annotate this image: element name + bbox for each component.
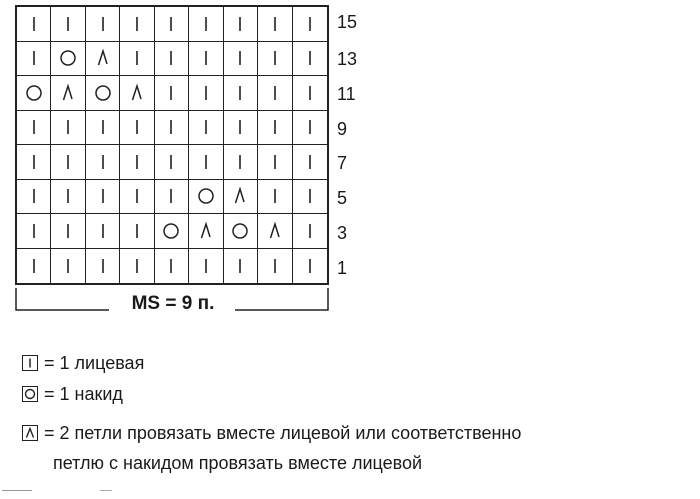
chart-cell bbox=[86, 214, 120, 249]
chart-cell bbox=[17, 42, 51, 77]
knit-stitch-icon bbox=[231, 84, 249, 102]
knit-stitch-icon bbox=[128, 222, 146, 240]
decrease-stitch-icon-mark bbox=[98, 51, 107, 65]
knit-stitch-icon bbox=[301, 153, 319, 171]
knit-stitch-icon bbox=[94, 187, 112, 205]
knit-stitch-icon bbox=[301, 187, 319, 205]
chart-cell bbox=[155, 42, 189, 77]
chart-cell bbox=[155, 180, 189, 215]
decrease-stitch-icon-mark bbox=[270, 224, 279, 238]
decrease-stitch-icon bbox=[197, 222, 215, 240]
knit-stitch-icon bbox=[266, 257, 284, 275]
chart-cell bbox=[120, 249, 154, 284]
chart-cell bbox=[224, 180, 258, 215]
chart-cell bbox=[86, 76, 120, 111]
chart-cell bbox=[258, 180, 292, 215]
knit-stitch-icon bbox=[301, 15, 319, 33]
legend-decrease-text-line2: петлю с накидом провязать вместе лицевой bbox=[53, 453, 423, 473]
chart-cell bbox=[258, 214, 292, 249]
knit-stitch-icon bbox=[25, 187, 43, 205]
knit-stitch-icon bbox=[301, 84, 319, 102]
yarn-over-icon bbox=[25, 84, 43, 102]
knit-stitch-icon bbox=[162, 118, 180, 136]
knit-stitch-icon bbox=[162, 49, 180, 67]
knit-stitch-icon bbox=[25, 15, 43, 33]
chart-cell bbox=[189, 180, 223, 215]
knitting-chart-grid bbox=[15, 5, 329, 285]
knit-stitch-icon bbox=[25, 153, 43, 171]
knit-stitch-icon bbox=[128, 15, 146, 33]
chart-cell bbox=[86, 7, 120, 42]
knit-stitch-icon bbox=[266, 84, 284, 102]
knit-stitch-icon bbox=[25, 222, 43, 240]
legend-yarn-over bbox=[22, 385, 123, 403]
decrease-stitch-icon bbox=[128, 84, 146, 102]
knit-stitch-icon bbox=[266, 187, 284, 205]
chart-cell bbox=[120, 7, 154, 42]
knit-stitch-icon bbox=[162, 187, 180, 205]
knit-stitch-icon bbox=[162, 15, 180, 33]
chart-cell bbox=[189, 7, 223, 42]
chart-cell bbox=[51, 111, 85, 146]
chart-cell bbox=[120, 145, 154, 180]
knit-stitch-icon bbox=[94, 15, 112, 33]
chart-cell bbox=[293, 249, 327, 284]
knit-stitch-icon bbox=[197, 49, 215, 67]
chart-cell bbox=[120, 76, 154, 111]
decrease-stitch-icon bbox=[231, 187, 249, 205]
knit-stitch-icon bbox=[197, 257, 215, 275]
knit-stitch-icon bbox=[231, 49, 249, 67]
knit-stitch-icon bbox=[162, 257, 180, 275]
chart-cell bbox=[17, 76, 51, 111]
knit-stitch-icon bbox=[162, 84, 180, 102]
decrease-stitch-icon-mark bbox=[201, 224, 210, 238]
row-number-1: 1 bbox=[337, 258, 348, 278]
knit-stitch-icon bbox=[128, 257, 146, 275]
chart-cell bbox=[51, 180, 85, 215]
chart-cell bbox=[17, 145, 51, 180]
chart-cell bbox=[155, 111, 189, 146]
yarn-over-icon bbox=[162, 222, 180, 240]
decrease-stitch-icon bbox=[59, 84, 77, 102]
chart-cell bbox=[258, 249, 292, 284]
chart-cell bbox=[258, 76, 292, 111]
knit-stitch-icon bbox=[59, 222, 77, 240]
chart-cell bbox=[120, 111, 154, 146]
chart-cell bbox=[224, 249, 258, 284]
chart-cell bbox=[293, 214, 327, 249]
knit-stitch-icon bbox=[59, 118, 77, 136]
chart-cell bbox=[258, 111, 292, 146]
row-number-3: 3 bbox=[337, 223, 348, 243]
chart-cell bbox=[293, 76, 327, 111]
decrease-stitch-icon bbox=[94, 49, 112, 67]
knit-stitch-icon bbox=[25, 49, 43, 67]
knit-stitch-icon bbox=[94, 118, 112, 136]
knit-stitch-icon bbox=[128, 49, 146, 67]
yarn-over-icon-mark bbox=[96, 86, 110, 100]
decrease-stitch-icon-mark bbox=[133, 86, 142, 100]
chart-cell bbox=[224, 7, 258, 42]
chart-cell bbox=[189, 42, 223, 77]
chart-cell bbox=[86, 111, 120, 146]
chart-cell bbox=[224, 111, 258, 146]
chart-cell bbox=[189, 145, 223, 180]
chart-cell bbox=[51, 42, 85, 77]
chart-cell bbox=[189, 76, 223, 111]
chart-cell bbox=[51, 76, 85, 111]
chart-cell bbox=[120, 42, 154, 77]
knit-stitch-icon bbox=[231, 153, 249, 171]
chart-cell bbox=[120, 214, 154, 249]
knit-stitch-icon bbox=[266, 15, 284, 33]
row-number-11: 11 bbox=[337, 84, 356, 104]
chart-cell bbox=[293, 111, 327, 146]
chart-cell bbox=[224, 214, 258, 249]
chart-cell bbox=[258, 42, 292, 77]
decrease-symbol-icon bbox=[22, 425, 38, 441]
chart-cell bbox=[51, 145, 85, 180]
chart-cell bbox=[224, 42, 258, 77]
chart-cell bbox=[155, 145, 189, 180]
chart-cell bbox=[189, 111, 223, 146]
chart-cell bbox=[51, 214, 85, 249]
knit-stitch-icon bbox=[128, 153, 146, 171]
knit-stitch-icon bbox=[59, 257, 77, 275]
knit-stitch-icon bbox=[128, 118, 146, 136]
chart-cell bbox=[258, 145, 292, 180]
chart-cell bbox=[224, 76, 258, 111]
row-number-7: 7 bbox=[337, 153, 348, 173]
chart-cell bbox=[17, 249, 51, 284]
decrease-stitch-icon-mark bbox=[236, 189, 245, 203]
yarn-over-icon-mark bbox=[233, 224, 247, 238]
cropped-edge-line bbox=[100, 490, 112, 491]
knit-stitch-icon bbox=[301, 257, 319, 275]
legend-yarn-over-text: = 1 накид bbox=[44, 384, 123, 404]
chart-cell bbox=[258, 7, 292, 42]
yarn-over-icon-mark bbox=[61, 51, 75, 65]
knit-stitch-icon bbox=[94, 222, 112, 240]
knit-stitch-icon bbox=[301, 118, 319, 136]
knit-stitch-icon bbox=[197, 118, 215, 136]
cropped-edge-line bbox=[2, 490, 32, 491]
decrease-stitch-icon bbox=[266, 222, 284, 240]
repeat-label-text: MS = 9 п. bbox=[124, 293, 223, 314]
chart-cell bbox=[17, 111, 51, 146]
knit-stitch-icon bbox=[301, 49, 319, 67]
chart-cell bbox=[293, 42, 327, 77]
knit-stitch-icon bbox=[231, 118, 249, 136]
yarn-over-icon-mark bbox=[27, 86, 41, 100]
chart-cell bbox=[17, 180, 51, 215]
chart-cell bbox=[17, 7, 51, 42]
knit-stitch-icon bbox=[266, 49, 284, 67]
knit-stitch-icon bbox=[162, 153, 180, 171]
row-number-5: 5 bbox=[337, 188, 348, 208]
chart-cell bbox=[86, 180, 120, 215]
legend-knit bbox=[22, 354, 144, 372]
knit-stitch-icon bbox=[301, 222, 319, 240]
yarn-over-icon bbox=[59, 49, 77, 67]
chart-cell bbox=[293, 145, 327, 180]
yarn-over-icon-mark bbox=[164, 224, 178, 238]
knit-stitch-icon bbox=[94, 257, 112, 275]
chart-cell bbox=[155, 7, 189, 42]
chart-cell bbox=[86, 42, 120, 77]
yarn-over-icon bbox=[94, 84, 112, 102]
chart-cell bbox=[293, 180, 327, 215]
yarn-over-icon-mark bbox=[199, 189, 213, 203]
chart-cell bbox=[155, 249, 189, 284]
legend-decrease-text: = 2 петли провязать вместе лицевой или соответственно bbox=[44, 423, 522, 443]
chart-cell bbox=[86, 145, 120, 180]
knit-stitch-icon bbox=[128, 187, 146, 205]
chart-cell bbox=[51, 249, 85, 284]
knit-stitch-icon bbox=[231, 15, 249, 33]
chart-cell bbox=[293, 7, 327, 42]
chart-cell bbox=[224, 145, 258, 180]
chart-cell bbox=[51, 7, 85, 42]
yarn-over-symbol-icon bbox=[22, 386, 38, 402]
knit-stitch-icon bbox=[59, 187, 77, 205]
repeat-label bbox=[0, 293, 346, 315]
legend-decrease bbox=[22, 424, 521, 442]
knit-stitch-icon bbox=[197, 153, 215, 171]
yarn-over-icon bbox=[231, 222, 249, 240]
legend-knit-text: = 1 лицевая bbox=[44, 353, 145, 373]
decrease-stitch-icon-mark bbox=[64, 86, 73, 100]
chart-cell bbox=[86, 249, 120, 284]
row-number-13: 13 bbox=[337, 49, 358, 69]
knit-stitch-icon bbox=[25, 257, 43, 275]
chart-cell bbox=[155, 76, 189, 111]
knit-stitch-icon bbox=[94, 153, 112, 171]
chart-cell bbox=[189, 249, 223, 284]
knit-symbol-icon bbox=[22, 355, 38, 371]
row-number-9: 9 bbox=[337, 119, 348, 139]
knit-stitch-icon bbox=[266, 118, 284, 136]
knit-stitch-icon bbox=[59, 15, 77, 33]
knit-stitch-icon bbox=[197, 15, 215, 33]
knit-stitch-icon bbox=[59, 153, 77, 171]
chart-cell bbox=[17, 214, 51, 249]
knit-stitch-icon bbox=[197, 84, 215, 102]
chart-cell bbox=[120, 180, 154, 215]
row-number-15: 15 bbox=[337, 12, 358, 32]
knit-stitch-icon bbox=[231, 257, 249, 275]
knit-stitch-icon bbox=[25, 118, 43, 136]
yarn-over-icon bbox=[197, 187, 215, 205]
chart-cell bbox=[155, 214, 189, 249]
chart-cell bbox=[189, 214, 223, 249]
knit-stitch-icon bbox=[266, 153, 284, 171]
